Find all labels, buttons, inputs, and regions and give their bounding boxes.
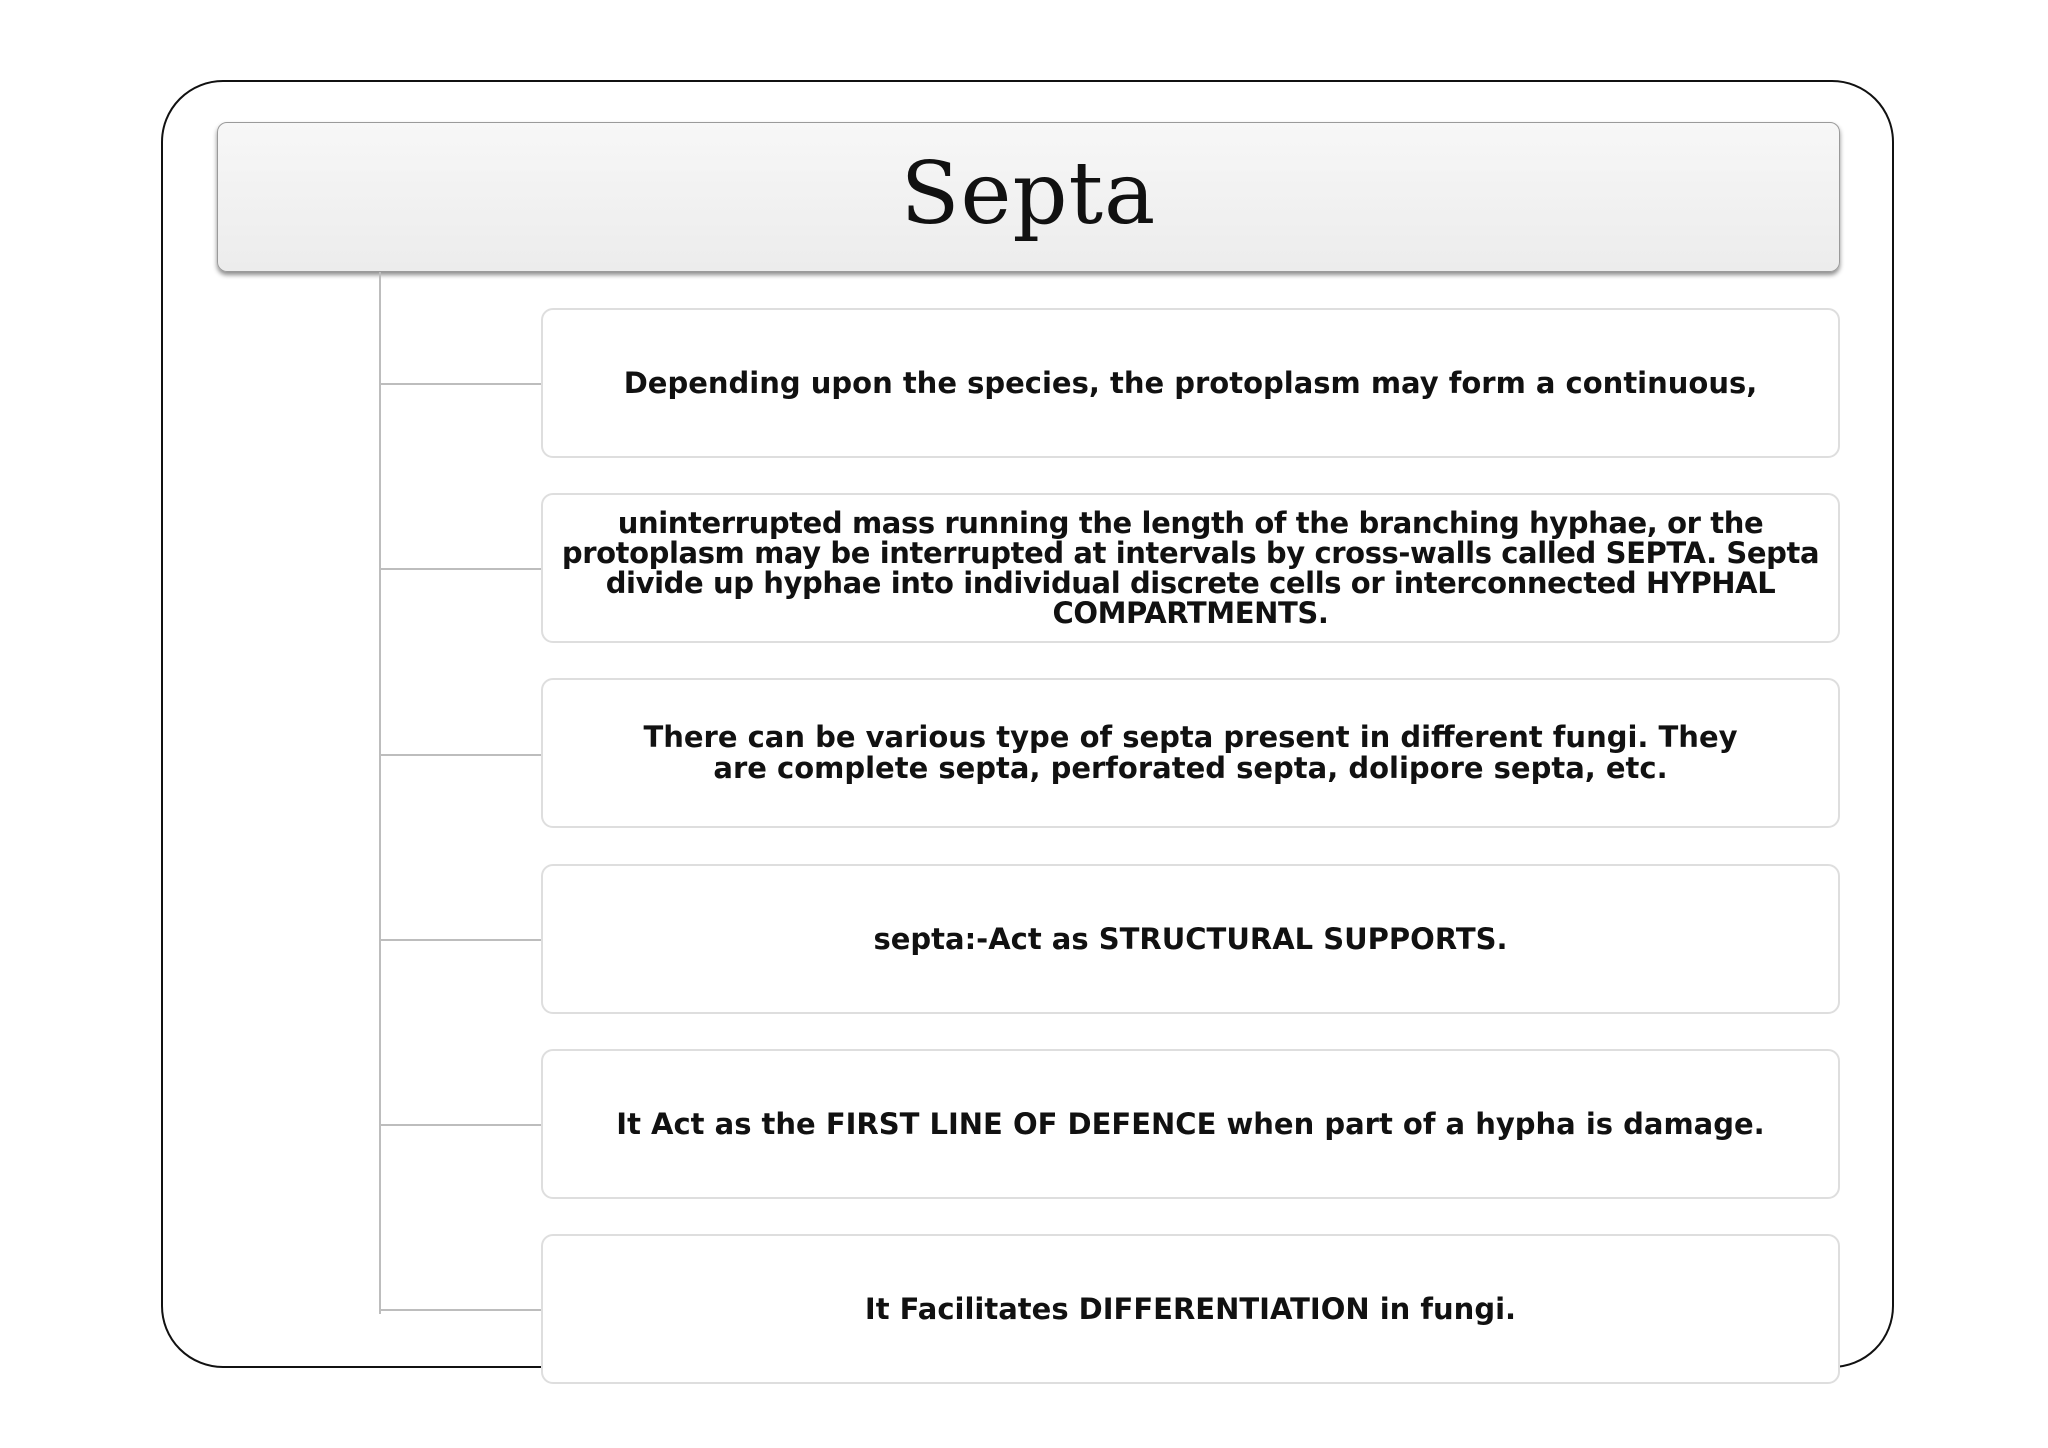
content-text-6: It Facilitates DIFFERENTIATION in fungi. bbox=[864, 1291, 1517, 1326]
content-box-1 bbox=[541, 308, 1840, 458]
content-box-2 bbox=[541, 493, 1840, 643]
content-text-1: Depending upon the species, the protoplasm may form a continuous, bbox=[623, 365, 1758, 400]
content-box-3 bbox=[541, 678, 1840, 828]
tree-connector-branch-1 bbox=[379, 383, 542, 385]
tree-connector-branch-4 bbox=[379, 939, 542, 941]
tree-connector-branch-3 bbox=[379, 754, 542, 756]
content-box-4 bbox=[541, 864, 1840, 1014]
slide-title: Septa bbox=[900, 144, 1157, 244]
content-text-4: septa:-Act as STRUCTURAL SUPPORTS. bbox=[873, 921, 1508, 956]
tree-connector-vertical bbox=[379, 272, 381, 1314]
content-text-5: It Act as the FIRST LINE OF DEFENCE when part of a hypha is damage. bbox=[616, 1106, 1765, 1141]
content-text-3: There can be various type of septa present in different fungi. They are complete septa, perforated septa, dolipore septa, etc. bbox=[643, 720, 1738, 785]
content-text-2: uninterrupted mass running the length of the branching hyphae, or the protoplasm may be interrupted at intervals by cross-walls called SEPTA. Septa divide up hyphae into individual discrete cells or interconnected HYPHAL COMPARTMENTS. bbox=[561, 506, 1820, 630]
tree-connector-branch-2 bbox=[379, 568, 542, 570]
content-box-6 bbox=[541, 1234, 1840, 1384]
title-bar bbox=[217, 122, 1840, 272]
tree-connector-branch-6 bbox=[379, 1309, 542, 1311]
tree-connector-branch-5 bbox=[379, 1124, 542, 1126]
content-box-5 bbox=[541, 1049, 1840, 1199]
